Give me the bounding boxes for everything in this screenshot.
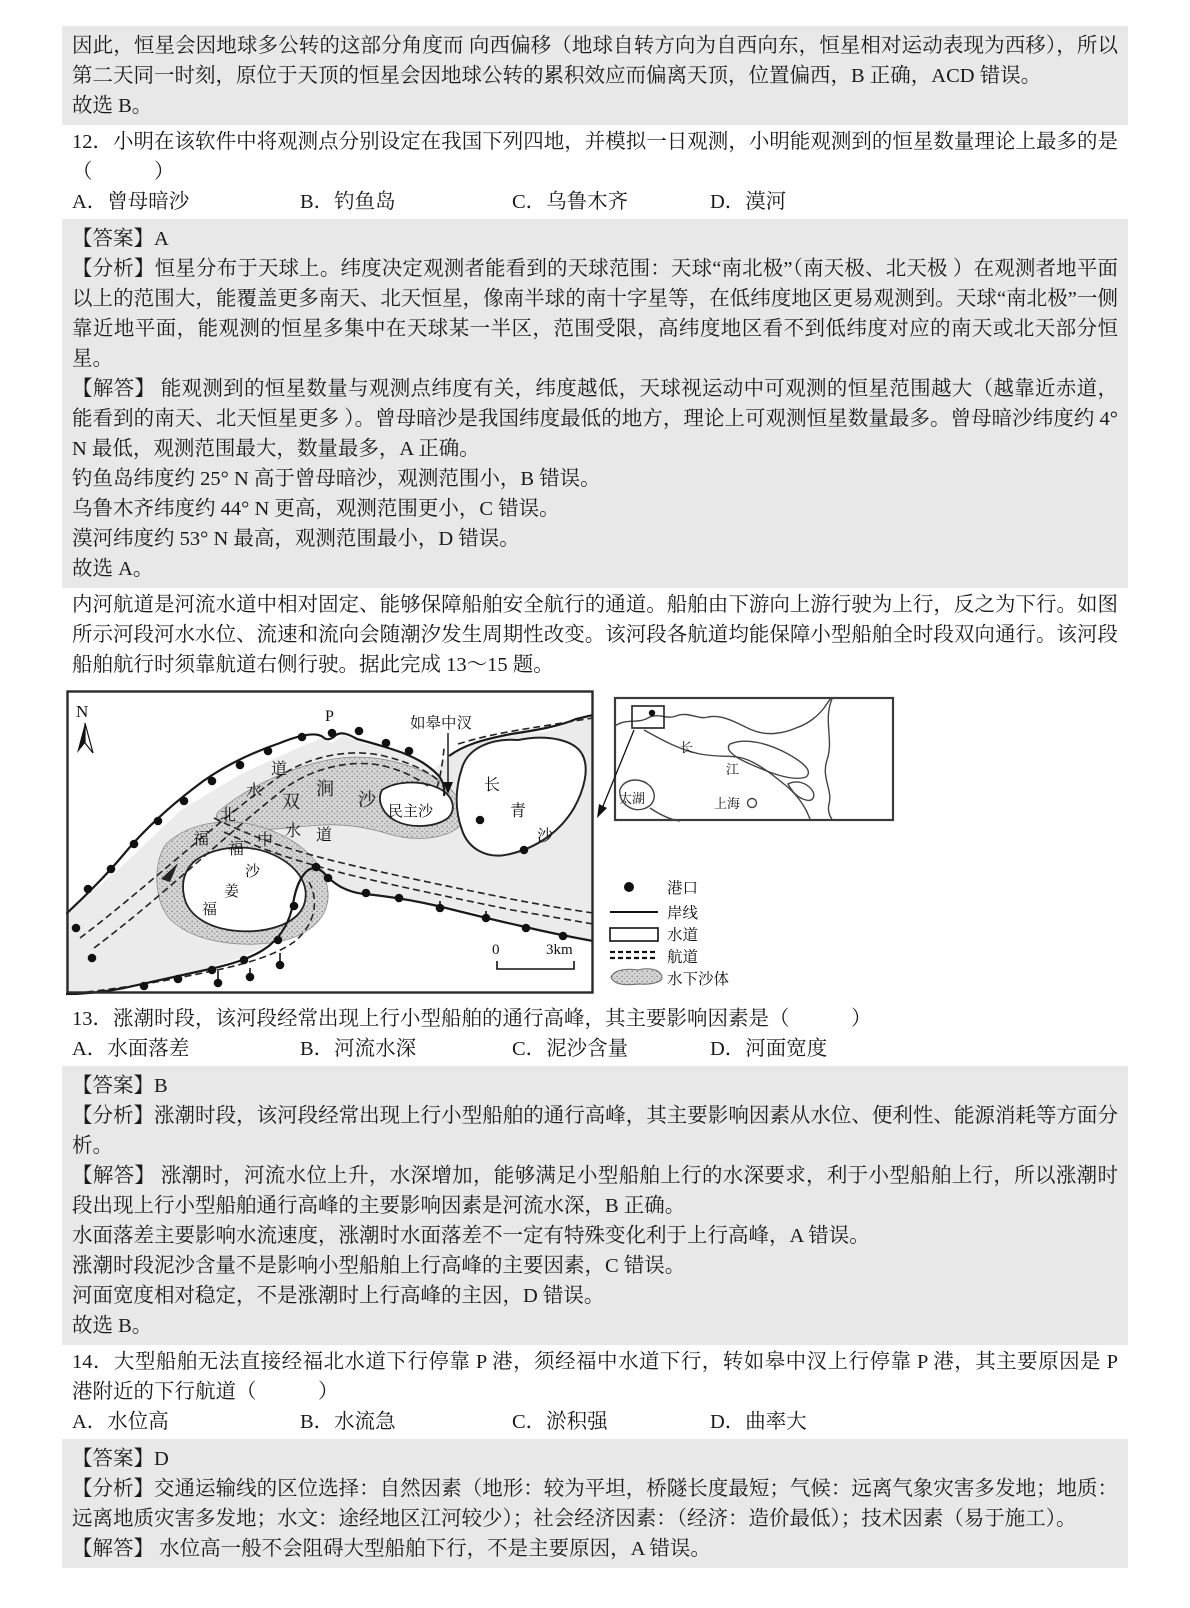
svg-text:3km: 3km: [546, 942, 573, 958]
explain-option-c: 乌鲁木齐纬度约 44° N 更高，观测范围更小，C 错误。: [72, 498, 560, 520]
inset-river-label-2: 江: [726, 762, 740, 777]
option-c: C．淤积强: [512, 1411, 608, 1433]
explain-option-c: 涨潮时段泥沙含量不是影响小型船舶上行高峰的主要因素，C 错误。: [72, 1255, 686, 1277]
question-13: [66, 1002, 1124, 1066]
answer-conclusion: 故选 B。: [72, 95, 153, 117]
answer-block-q14: [62, 1439, 1128, 1568]
answer-block-q11: [62, 26, 1128, 125]
question-stem: 13．涨潮时段，该河段经常出现上行小型船舶的通行高峰，其主要影响因素是（ ）: [72, 1008, 872, 1030]
answer-conclusion: 故选 B。: [72, 1315, 153, 1337]
answer-line: 【答案】B: [72, 1075, 168, 1097]
option-c: C．乌鲁木齐: [512, 191, 629, 213]
svg-text:N: N: [76, 702, 89, 721]
explain-option-b: 钓鱼岛纬度约 25° N 高于曾母暗沙，观测范围小，B 错误。: [72, 468, 601, 490]
svg-text:沙: 沙: [537, 828, 554, 845]
map-canvas: [66, 690, 896, 996]
port-p-label: P: [325, 708, 334, 725]
svg-text:道: 道: [316, 827, 333, 844]
minzhusha-label: 民主沙: [388, 804, 434, 820]
legend-port-symbol: [624, 882, 634, 892]
option-a: A．水面落差: [72, 1038, 190, 1060]
analysis-text: 【分析】交通运输线的区位选择：自然因素（地形：较为平坦，桥隧长度最短；气候：远离气象灾害多发地；地质：远离地质灾害多发地；水文：途经地区江河较少）；社会经济因素：（经济：造价最低）；技术因素（易于施工）。: [72, 1478, 1118, 1530]
svg-text:北: 北: [220, 807, 237, 824]
legend-sandbody-symbol: [611, 969, 662, 985]
options-row: [72, 1407, 1118, 1437]
explain-option-d: 河面宽度相对稳定，不是涨潮时上行高峰的主因，D 错误。: [72, 1285, 605, 1307]
answer-line: 【答案】D: [72, 1448, 169, 1470]
explain-option-d: 漠河纬度约 53° N 最高，观测范围最小，D 错误。: [72, 528, 520, 550]
legend-sandbody-label: 水下沙体: [667, 971, 730, 988]
answer-line: 【答案】A: [72, 228, 169, 250]
legend-port-label: 港口: [667, 880, 699, 897]
option-b: B．钓鱼岛: [300, 191, 396, 213]
inset-city-marker: [748, 799, 757, 808]
inset-lake-label: 太湖: [619, 791, 646, 806]
option-b: B．河流水深: [300, 1038, 417, 1060]
explain-text: 【解答】 水位高一般不会阻碍大型船舶下行，不是主要原因，A 错误。: [72, 1538, 711, 1560]
question-stem: 14．大型船舶无法直接经福北水道下行停靠 P 港，须经福中水道下行，转如皋中汊上行停靠 P 港，其主要原因是 P 港附近的下行航道（ ）: [72, 1351, 1118, 1403]
option-d: D．曲率大: [710, 1411, 807, 1433]
answer-conclusion: 故选 A。: [72, 558, 154, 580]
main-map: [66, 692, 593, 995]
inset-map: [597, 698, 893, 821]
options-row: [72, 1034, 1118, 1064]
svg-text:青: 青: [510, 803, 527, 820]
svg-text:双: 双: [282, 792, 300, 812]
legend-waterway-symbol: [610, 928, 658, 941]
svg-text:姜: 姜: [224, 884, 240, 900]
answer-text: 因此，恒星会因地球多公转的这部分角度而 向西偏移（地球自转方向为自西向东，恒星相对运动表现为西移），所以第二天同一时刻，原位于天顶的恒星会因地球公转的累积效应而偏离天顶，位置偏西，B 正确，ACD 错误。: [72, 35, 1118, 87]
svg-text:中: 中: [257, 832, 274, 849]
svg-text:水: 水: [246, 783, 263, 800]
svg-text:长: 长: [484, 777, 501, 794]
legend-waterway-label: 水道: [667, 927, 699, 944]
svg-text:水: 水: [285, 823, 302, 840]
answer-block-q12: [62, 219, 1128, 588]
svg-text:0: 0: [492, 942, 500, 958]
inset-pointer-arrow: [597, 804, 607, 818]
option-b: B．水流急: [300, 1411, 396, 1433]
explain-text: 【解答】 涨潮时，河流水位上升，水深增加，能够满足小型船舶上行的水深要求，利于小型船舶上行，所以涨潮时段出现上行小型船舶通行高峰的主要影响因素是河流水深，B 正确。: [72, 1165, 1118, 1217]
analysis-text: 【分析】涨潮时段，该河段经常出现上行小型船舶的通行高峰，其主要影响因素从水位、便利性、能源消耗等方面分析。: [72, 1105, 1118, 1157]
svg-text:涧: 涧: [316, 779, 334, 799]
question-14: [66, 1345, 1124, 1439]
map-legend: [610, 879, 730, 988]
option-c: C．泥沙含量: [512, 1038, 629, 1060]
inset-locator-dot: [649, 710, 655, 716]
option-d: D．漠河: [710, 191, 787, 213]
analysis-text: 【分析】恒星分布于天球上。纬度决定观测者能看到的天球范围：天球“南北极”（南天极、北天极 ）在观测者地平面以上的范围大，能覆盖更多南天、北天恒星，像南半球的南十字星等，在低纬度地区更易观测到。天球“南北极”一侧靠近地平面，能观测的恒星多集中在天球某一半区，范围受限，高纬度地区看不到低纬度对应的南天或北天部分恒星。: [72, 258, 1118, 370]
svg-text:沙: 沙: [358, 790, 376, 810]
explain-text: 【解答】 能观测到的恒星数量与观测点纬度有关，纬度越低，天球视运动中可观测的恒星范围越大（越靠近赤道，能看到的南天、北天恒星更多 ）。曾母暗沙是我国纬度最低的地方，理论上可观测恒星数量最多。曾母暗沙纬度约 4° N 最低，观测范围最大，数量最多，A 正确。: [72, 378, 1118, 460]
svg-text:道: 道: [271, 761, 288, 778]
answer-block-q13: [62, 1066, 1128, 1345]
option-a: A．曾母暗沙: [72, 191, 190, 213]
explain-option-a: 水面落差主要影响水流速度，涨潮时水面落差不一定有特殊变化利于上行高峰，A 错误。: [72, 1225, 870, 1247]
legend-shoreline-label: 岸线: [667, 905, 699, 922]
legend-channel-symbol: [610, 952, 658, 958]
question-12: [66, 125, 1124, 219]
svg-text:福: 福: [202, 902, 218, 918]
option-d: D．河面宽度: [710, 1038, 828, 1060]
intro-13-15: [66, 588, 1124, 682]
question-stem: 12．小明在该软件中将观测点分别设定在我国下列四地，并模拟一日观测，小明能观测到的恒星数量理论上最多的是（ ）: [72, 131, 1118, 183]
svg-text:如皋中汊: 如皋中汊: [410, 715, 473, 732]
inset-river-label-1: 长: [680, 740, 694, 755]
svg-text:沙: 沙: [245, 864, 261, 880]
svg-text:福: 福: [228, 841, 245, 858]
legend-channel-label: 航道: [667, 949, 699, 966]
options-row: [72, 187, 1118, 217]
inset-city-label: 上海: [714, 796, 741, 811]
svg-text:福: 福: [193, 831, 210, 848]
intro-text: 内河航道是河流水道中相对固定、能够保障船舶安全航行的通道。船舶由下游向上游行驶为上行，反之为下行。如图所示河段河水水位、流速和流向会随潮汐发生周期性改变。该河段各航道均能保障小型船舶全时段双向通行。该河段船舶航行时须靠航道右侧行驶。据此完成 13～15 题。: [72, 594, 1118, 676]
option-a: A．水位高: [72, 1411, 169, 1433]
river-map-figure: [66, 690, 1124, 996]
